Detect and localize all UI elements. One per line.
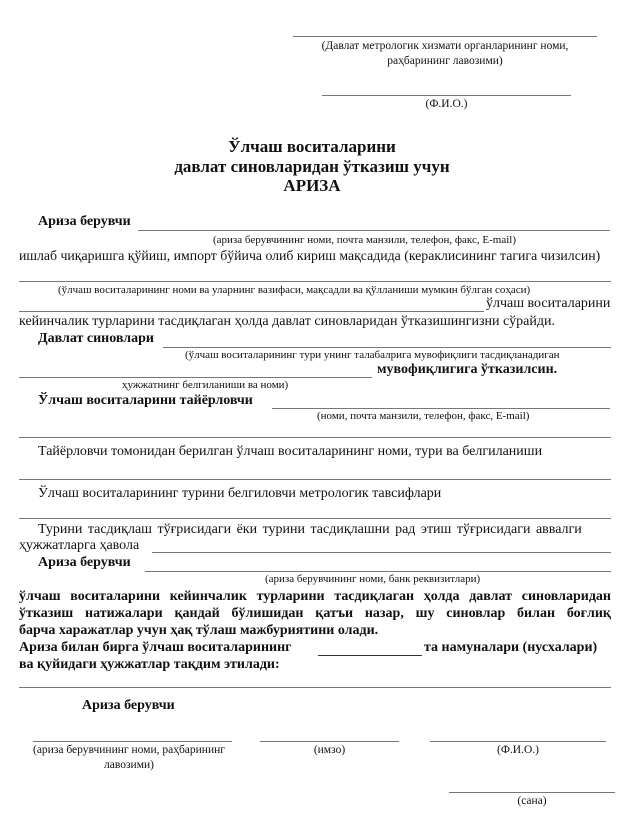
signature-date-field-line[interactable]	[449, 792, 615, 793]
documents-field-line[interactable]	[19, 687, 611, 688]
applicant2-label: Ариза берувчи	[38, 555, 131, 570]
conformity-text: мувофиқлигига ўтказилсин.	[377, 362, 558, 377]
instrument-suffix: ўлчаш воситаларини	[486, 296, 611, 311]
instrument-caption: (ўлчаш воситаларининг номи ва уларнинг вазифаси, мақсадли ва қўлланиши мумкин бўлган соҳаси)	[58, 284, 531, 296]
signature-date-caption: (сана)	[517, 795, 547, 807]
obligation-line2: ўтказиш натижалари қандай бўлишидан қатъи назар, шу синовлар билан боғлиқ	[19, 606, 611, 621]
designation-field-line[interactable]	[19, 479, 611, 480]
authority-caption-line2: раҳбарининг лавозими)	[387, 55, 503, 67]
state-tests-caption1: (ўлчаш воситаларининг тури унинг талабалрига мувофиқлиги тасдиқланадиган	[185, 349, 560, 361]
applicant-caption: (ариза берувчининг номи, почта манзили, телефон, факс, E-mail)	[213, 234, 516, 246]
prior-docs-field-line[interactable]	[152, 552, 611, 553]
title-line2: давлат синовларидан ўтказиш учун	[174, 157, 450, 176]
samples-suffix: та намуналари (нусхалари)	[424, 640, 598, 655]
request-text: кейинчалик турларини тасдиқлаган ҳолда давлат синовларидан ўтказишингизни сўрайди.	[19, 314, 556, 329]
title-line3: АРИЗА	[283, 176, 341, 195]
samples-count-field-line[interactable]	[318, 655, 422, 656]
obligation-line3: барча харажатлар учун ҳақ тўлаш мажбуриятини олади.	[19, 623, 379, 638]
obligation-line1: ўлчаш воситаларини кейинчалик турларини тасдиқлаган ҳолда давлат синовларидан	[19, 589, 611, 604]
signature-name-caption-line1: (ариза берувчининг номи, раҳбарининг	[32, 744, 225, 756]
manufacturer-field-line-2[interactable]	[19, 437, 611, 438]
instrument-field-line[interactable]	[19, 281, 611, 282]
samples-line2: ва қуйидаги ҳужжатлар тақдим этилади:	[19, 657, 280, 672]
state-tests-field-line-2[interactable]	[19, 377, 372, 378]
signature-sign-field-line[interactable]	[260, 741, 399, 742]
signature-label: Ариза берувчи	[82, 698, 175, 713]
purpose-text: ишлаб чиқаришга қўйиш, импорт бўйича олиб кириш мақсадида (кераклисининг тагига чизилсин)	[19, 248, 601, 263]
authority-field-line[interactable]	[293, 36, 597, 37]
manufacturer-field-line[interactable]	[272, 408, 610, 409]
authority-caption-line1: (Давлат метрологик хизмати органларининг номи,	[321, 40, 569, 52]
specs-field-line[interactable]	[19, 518, 611, 519]
applicant-label: Ариза берувчи	[38, 214, 131, 229]
manufacturer-caption: (номи, почта манзили, телефон, факс, E-mail)	[317, 410, 530, 422]
applicant2-field-line[interactable]	[145, 571, 611, 572]
applicant2-caption: (ариза берувчининг номи, банк реквизитлари)	[265, 573, 481, 585]
state-tests-caption2: ҳужжатнинг белгиланиши ва номи)	[122, 379, 289, 391]
prior-docs-line2: ҳужжатларга ҳавола	[19, 538, 140, 553]
title-line1: Ўлчаш воситаларини	[228, 137, 396, 156]
metrological-specs: Ўлчаш воситаларининг турини белгиловчи метрологик тавсифлари	[38, 486, 442, 501]
fio-caption: (Ф.И.О.)	[425, 98, 468, 110]
manufacturer-label: Ўлчаш воситаларини тайёрловчи	[38, 393, 253, 408]
signature-name-field-line[interactable]	[33, 741, 232, 742]
applicant-field-line[interactable]	[138, 230, 610, 231]
samples-prefix: Ариза билан бирга ўлчаш воситаларининг	[19, 640, 292, 655]
signature-fio-caption: (Ф.И.О.)	[497, 744, 539, 756]
prior-docs-line1: Турини тасдиқлаш тўғрисидаги ёки турини тасдиқлашни рад этиш тўғрисидаги аввалги	[38, 522, 582, 537]
signature-fio-field-line[interactable]	[430, 741, 606, 742]
manufacturer-designation: Тайёрловчи томонидан берилган ўлчаш воситаларининг номи, тури ва белгиланиши	[38, 444, 543, 459]
state-tests-label: Давлат синовлари	[38, 331, 154, 346]
state-tests-field-line[interactable]	[163, 347, 611, 348]
signature-name-caption-line2: лавозими)	[104, 759, 154, 771]
instrument-field-line-2[interactable]	[19, 311, 484, 312]
signature-sign-caption: (имзо)	[313, 744, 346, 756]
fio-field-line[interactable]	[322, 95, 571, 96]
